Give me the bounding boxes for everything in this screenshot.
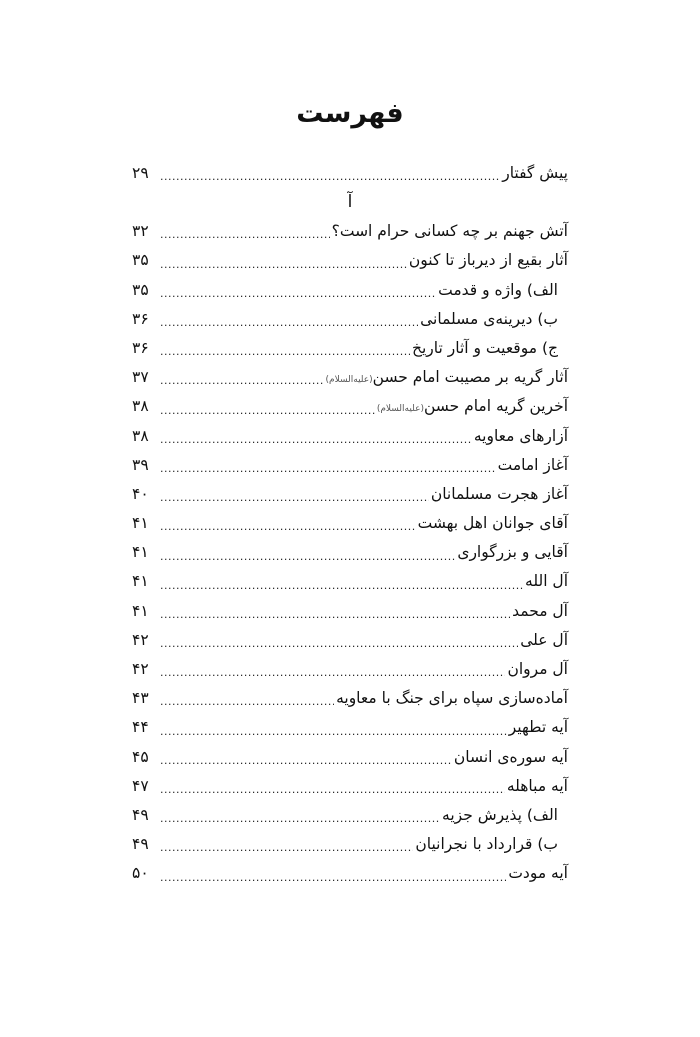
entry-title — [455, 545, 568, 561]
dot-leader — [160, 288, 436, 299]
page-number: ۴۰ — [132, 484, 149, 503]
toc-entry[interactable] — [132, 480, 568, 509]
entry-title — [440, 805, 568, 824]
page-number: ۵۰ — [132, 864, 149, 883]
toc-entry[interactable] — [132, 451, 568, 480]
dot-leader — [160, 784, 505, 795]
dot-leader — [160, 375, 324, 386]
entry-title — [407, 253, 568, 269]
entry-title — [510, 601, 568, 620]
dot-leader — [160, 696, 334, 707]
entry-title — [496, 455, 568, 474]
page-number: ۴۳ — [132, 689, 149, 708]
entry-title-text: آثار گریه بر مصیبت امام حسن — [372, 368, 568, 387]
toc-entry[interactable] — [132, 626, 568, 655]
dot-leader — [160, 667, 505, 678]
entry-title — [330, 224, 568, 240]
dot-leader — [160, 492, 429, 503]
dot-leader — [160, 755, 452, 766]
dot-leader — [160, 346, 410, 357]
entry-title-text: آخرین گریه امام حسن — [423, 397, 568, 416]
entry-title-text: آزارهای معاویه — [473, 426, 568, 445]
toc-entry[interactable] — [132, 714, 568, 743]
entry-title — [375, 399, 568, 415]
entry-title — [506, 866, 568, 882]
entry-title-text: آیه مودت — [508, 864, 568, 883]
entry-title-text: آیه سوره‌ی انسان — [453, 747, 568, 766]
toc-entry[interactable] — [132, 597, 568, 626]
page-number: ۳۷ — [132, 368, 149, 387]
toc-subentry[interactable] — [132, 305, 568, 334]
entry-title — [410, 338, 568, 357]
page-number: ۳۸ — [132, 426, 149, 445]
toc-entry[interactable] — [132, 159, 568, 188]
dot-leader — [160, 521, 416, 532]
entry-title-text: الف) واژه و قدمت — [438, 280, 558, 299]
dot-leader — [160, 872, 506, 883]
toc-subentry[interactable] — [132, 801, 568, 830]
toc-entry[interactable] — [132, 217, 568, 246]
entry-title-text: الف) پذیرش جزیه — [442, 805, 558, 824]
section-letter-heading — [132, 188, 568, 217]
page-number: ۳۶ — [132, 309, 149, 328]
entry-title-text: ج) موقعیت و آثار تاریخ — [411, 338, 558, 357]
dot-leader — [160, 434, 472, 445]
page-number: ۴۴ — [132, 718, 149, 737]
entry-title — [418, 309, 568, 328]
toc-subentry[interactable] — [132, 276, 568, 305]
dot-leader — [160, 813, 440, 824]
toc-entry[interactable] — [132, 743, 568, 772]
table-of-contents — [132, 159, 568, 889]
dot-leader — [160, 259, 407, 270]
toc-entry[interactable] — [132, 655, 568, 684]
page-number: ۴۵ — [132, 747, 149, 766]
page-number: ۳۹ — [132, 455, 149, 474]
page-number: ۴۹ — [132, 835, 149, 854]
dot-leader — [160, 405, 375, 416]
dot-leader — [160, 726, 507, 737]
entry-title — [413, 837, 568, 853]
dot-leader — [160, 171, 500, 182]
dot-leader — [160, 842, 413, 853]
page-number: ۴۹ — [132, 805, 149, 824]
section-letter: آ — [347, 192, 353, 213]
toc-entry[interactable] — [132, 772, 568, 801]
page-number: ۳۸ — [132, 397, 149, 416]
dot-leader — [160, 551, 455, 562]
dot-leader — [160, 638, 518, 649]
entry-title — [436, 280, 568, 299]
entry-title — [505, 776, 568, 795]
entry-title — [429, 484, 568, 503]
entry-title-text: ب) دیرینه‌ی مسلمانی — [420, 309, 558, 328]
dot-leader — [160, 580, 523, 591]
entry-title — [507, 720, 568, 736]
entry-title-text: آل الله — [525, 572, 568, 591]
page-number: ۴۲ — [132, 630, 149, 649]
entry-title — [324, 370, 568, 386]
page-number: ۴۲ — [132, 660, 149, 679]
toc-entry[interactable] — [132, 422, 568, 451]
page-number: ۳۵ — [132, 280, 149, 299]
page-title: فهرست — [296, 98, 404, 129]
entry-title-text: ب) قرارداد با نجرانیان — [415, 835, 558, 854]
toc-entry[interactable] — [132, 363, 568, 392]
dot-leader — [160, 463, 496, 474]
entry-title — [505, 662, 568, 678]
toc-entry[interactable] — [132, 568, 568, 597]
toc-entry[interactable] — [132, 247, 568, 276]
toc-entry[interactable] — [132, 538, 568, 567]
toc-entry[interactable] — [132, 860, 568, 889]
page-number: ۳۶ — [132, 338, 149, 357]
entry-title-text: آیه مباهله — [506, 776, 568, 795]
entry-title-text: آغاز هجرت مسلمانان — [430, 484, 568, 503]
toc-entry[interactable] — [132, 393, 568, 422]
page-number: ۳۲ — [132, 222, 149, 241]
entry-title — [500, 163, 568, 182]
entry-title-text: آل محمد — [512, 601, 568, 620]
honorific-symbol-icon: (علیه‌السلام) — [325, 375, 373, 386]
entry-title — [416, 516, 568, 532]
page-number: ۴۱ — [132, 601, 149, 620]
entry-title — [518, 630, 568, 649]
dot-leader — [160, 229, 330, 240]
entry-title — [452, 747, 568, 766]
entry-title-text: پیش گفتار — [502, 163, 568, 182]
page-number: ۴۱ — [132, 572, 149, 591]
entry-title-text: آماده‌سازی سپاه برای جنگ با معاویه — [336, 689, 568, 708]
page-number: ۴۱ — [132, 514, 149, 533]
toc-subentry[interactable] — [132, 334, 568, 363]
page-number: ۴۷ — [132, 776, 149, 795]
page-number: ۴۱ — [132, 543, 149, 562]
dot-leader — [160, 609, 510, 620]
entry-title — [472, 426, 568, 445]
honorific-symbol-icon: (علیه‌السلام) — [376, 404, 424, 415]
entry-title-text: آغاز امامت — [497, 455, 568, 474]
dot-leader — [160, 317, 418, 328]
entry-title-text: آتش جهنم بر چه کسانی حرام است؟ — [331, 222, 568, 241]
entry-title-text: آل علی — [520, 630, 568, 649]
toc-subentry[interactable] — [132, 830, 568, 859]
page-number: ۲۹ — [132, 163, 149, 182]
entry-title — [523, 574, 568, 590]
entry-title-text: آقایی و بزرگواری — [457, 543, 568, 562]
entry-title-text: آیه تطهیر — [508, 718, 568, 737]
entry-title-text: آثار بقیع از دیرباز تا کنون — [408, 251, 568, 270]
entry-title-text: آل مروان — [507, 660, 568, 679]
page-number: ۳۵ — [132, 251, 149, 270]
entry-title-text: آقای جوانان اهل بهشت — [417, 514, 568, 533]
toc-entry[interactable] — [132, 684, 568, 713]
toc-entry[interactable] — [132, 509, 568, 538]
entry-title — [334, 691, 568, 707]
